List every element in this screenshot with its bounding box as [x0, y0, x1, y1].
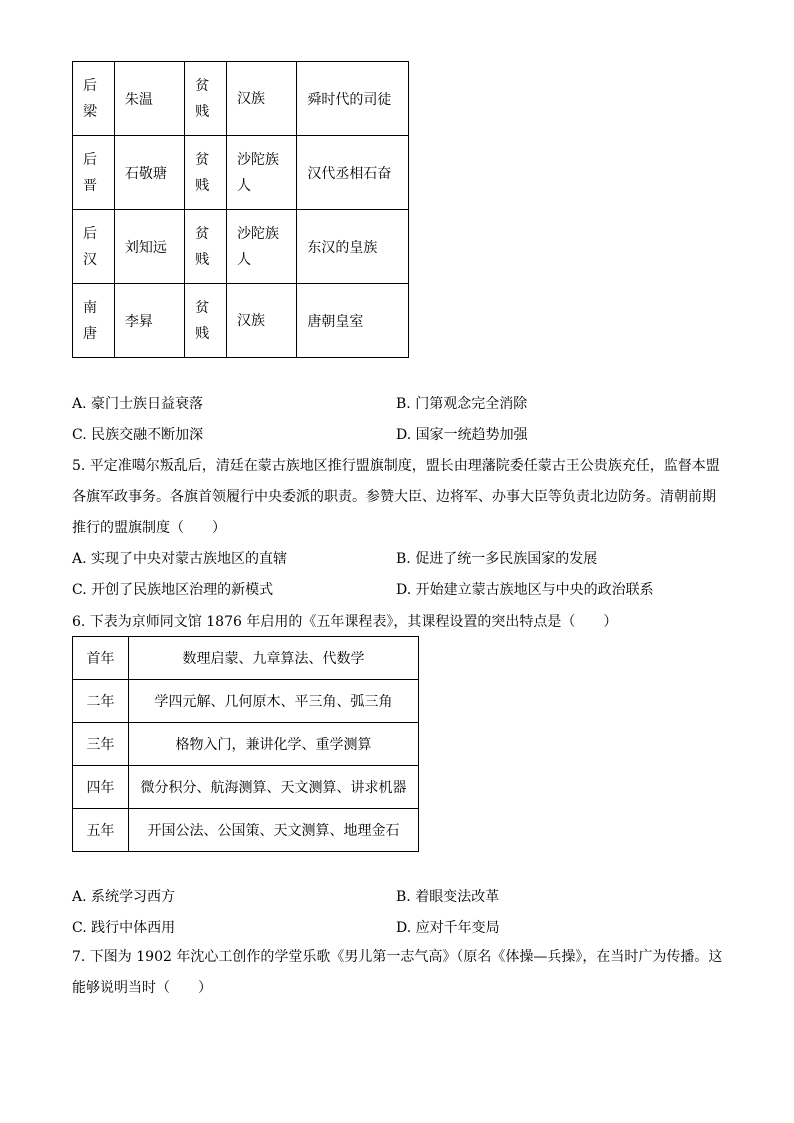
status-cell: 贫 贱 — [185, 62, 227, 136]
year-cell: 三年 — [73, 723, 129, 766]
q5-option-c[interactable]: C. 开创了民族地区治理的新模式 — [72, 582, 274, 598]
courses-cell: 格物入门，兼讲化学、重学测算 — [129, 723, 419, 766]
dynasty-cell: 后 晋 — [73, 136, 115, 210]
year-cell: 四年 — [73, 766, 129, 809]
table-row — [73, 680, 419, 723]
q6-option-a[interactable]: A. 系统学习西方 — [72, 889, 176, 905]
courses-cell: 学四元解、几何原木、平三角、弧三角 — [129, 680, 419, 723]
founder-cell: 石敬瑭 — [114, 136, 184, 210]
q6-option-d[interactable]: D. 应对千年变局 — [396, 920, 500, 936]
q4-option-c[interactable]: C. 民族交融不断加深 — [72, 427, 204, 443]
status-cell: 贫 贱 — [185, 284, 227, 358]
year-cell: 二年 — [73, 680, 129, 723]
status-cell: 贫 贱 — [185, 210, 227, 284]
courses-cell: 开国公法、公国策、天文测算、地理金石 — [129, 809, 419, 852]
q4-option-d[interactable]: D. 国家一统趋势加强 — [396, 427, 528, 443]
ethnicity-cell: 汉族 — [227, 62, 297, 136]
q4-option-a[interactable]: A. 豪门士族日益衰落 — [72, 396, 204, 412]
founder-cell: 李昪 — [114, 284, 184, 358]
table-row — [73, 637, 419, 680]
claim-cell: 东汉的皇族 — [297, 210, 409, 284]
dynasty-cell: 南 唐 — [73, 284, 115, 358]
q6-option-b[interactable]: B. 着眼变法改革 — [396, 889, 500, 905]
table-row — [73, 62, 409, 136]
founder-cell: 朱温 — [114, 62, 184, 136]
ethnicity-cell: 汉族 — [227, 284, 297, 358]
q7-stem: 7. 下图为 1902 年沈心工创作的学堂乐歌《男儿第一志气高》（原名《体操—兵操》，在当时广为传播。这能够说明当时（ ） — [72, 949, 723, 996]
ethnicity-cell: 沙陀族 人 — [227, 210, 297, 284]
table-row — [73, 766, 419, 809]
q6-option-c[interactable]: C. 践行中体西用 — [72, 920, 176, 936]
ethnicity-cell: 沙陀族 人 — [227, 136, 297, 210]
dynasty-founders-table — [72, 61, 409, 358]
q6-stem: 6. 下表为京师同文馆 1876 年启用的《五年课程表》，其课程设置的突出特点是（ ） — [72, 614, 618, 630]
course-schedule-table — [72, 636, 419, 852]
table-row — [73, 284, 409, 358]
claim-cell: 舜时代的司徒 — [297, 62, 409, 136]
founder-cell: 刘知远 — [114, 210, 184, 284]
q5-option-d[interactable]: D. 开始建立蒙古族地区与中央的政治联系 — [396, 582, 654, 598]
q5-stem: 5. 平定准噶尔叛乱后，清廷在蒙古族地区推行盟旗制度，盟长由理藩院委任蒙古王公贵族充任，监督本盟各旗军政事务。各旗首领履行中央委派的职责。参赞大臣、边将军、办事大臣等负责北边防务。清朝前期推行的盟旗制度（ ） — [72, 458, 720, 536]
table-row — [73, 723, 419, 766]
q5-option-a[interactable]: A. 实现了中央对蒙古族地区的直辖 — [72, 551, 288, 567]
dynasty-cell: 后 梁 — [73, 62, 115, 136]
courses-cell: 数理启蒙、九章算法、代数学 — [129, 637, 419, 680]
year-cell: 首年 — [73, 637, 129, 680]
q4-option-b[interactable]: B. 门第观念完全消除 — [396, 396, 528, 412]
table-row — [73, 136, 409, 210]
courses-cell: 微分积分、航海测算、天文测算、讲求机器 — [129, 766, 419, 809]
dynasty-cell: 后 汉 — [73, 210, 115, 284]
table-row — [73, 809, 419, 852]
table-row — [73, 210, 409, 284]
claim-cell: 汉代丞相石奋 — [297, 136, 409, 210]
status-cell: 贫 贱 — [185, 136, 227, 210]
year-cell: 五年 — [73, 809, 129, 852]
claim-cell: 唐朝皇室 — [297, 284, 409, 358]
q5-option-b[interactable]: B. 促进了统一多民族国家的发展 — [396, 551, 598, 567]
